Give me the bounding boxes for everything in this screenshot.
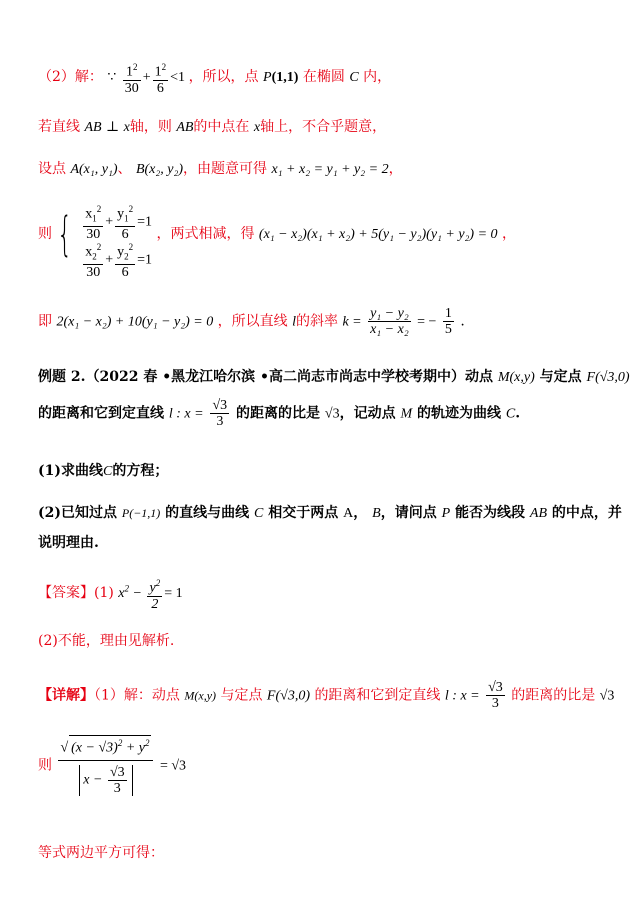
- solution-line-4: 则 { $\frac{x_1^2}{30}$ + $\frac{y_1^2}{6}$ =1 $\frac{x_2^2}{30}$ + $\frac{y_2^2}{6}$ =1 ，两式相减，得 (x₁ − x₂)(x₁ + x₂) + 5(y₁ − y₂)(y₁ + y₂) = 0 ，: [38, 204, 516, 281]
- solution-line-3: 设点 A(x₁, y₁)、 B(x₂, y₂)，由题意可得 x₁ + x₂ = y₁ + y₂ = 2，: [38, 161, 403, 177]
- distance-ratio: √ $(x - √3)^2 + y^2$ x − $\frac{√3}{3}$: [58, 735, 153, 796]
- example-2-line-2: 的距离和它到定直线 l : x = $\frac{√3}{3}$ 的距离的比是 √3，记动点 M 的轨迹为曲线 C.: [38, 398, 521, 429]
- question-1: (1)求曲线C的方程；: [38, 463, 169, 479]
- slope-fraction: $\frac{\text{y₁ − y₂}}{\text{x₁ − x₂}}$: [370, 306, 409, 337]
- equation-system: $\frac{x_1^2}{30}$ + $\frac{y_1^2}{6}$ =1 $\frac{x_2^2}{30}$ + $\frac{y_2^2}{6}$ =1: [85, 204, 152, 281]
- answer-equation: $x^2$ − $\frac{y^2}{2}$: [118, 578, 161, 612]
- inequality: $\frac{1^2}{30}$ + $\frac{1^2}{6}$ <1: [124, 62, 189, 96]
- solution-line-5: 即 2(x₁ − x₂) + 10(y₁ − y₂) = 0 ，所以直线 l的斜率 k = $\frac{\text{y₁ − y₂}}{\text{x₁ − x₂}}$ = − $\frac{1}{5}$ .: [38, 306, 465, 337]
- solution-line-1: （2）解： ∵ $\frac{1^2}{30}$ + $\frac{1^2}{6}$ <1 ，所以，点 P(1,1) 在椭圆 C 内，: [38, 62, 392, 96]
- detail-label: 【详解】: [38, 687, 94, 704]
- question-2-line-2: 说明理由.: [38, 535, 99, 551]
- because-symbol: ∵: [107, 70, 117, 86]
- detail-line: 【详解】（1）解：动点 M(x,y) 与定点 F(√3,0) 的距离和它到定直线 l : x = $\frac{√3}{3}$ 的距离的比是 √3: [38, 680, 615, 711]
- answer-line: 【答案】(1) $x^2$ − $\frac{y^2}{2}$ = 1: [38, 578, 183, 612]
- slope-value: $\frac{1}{5}$: [444, 306, 452, 337]
- part-label: （2）解：: [38, 69, 103, 86]
- question-2-line-1: (2)已知过点 P(−1,1) 的直线与曲线 C 相交于两点 A， B，请问点 P 能否为线段 AB 的中点，并: [38, 505, 622, 521]
- left-brace: {: [57, 207, 73, 261]
- distance-ratio-line: 则 √ $(x - √3)^2 + y^2$ x − $\frac{√3}{3}$ = √3: [38, 735, 186, 796]
- answer-2: (2)不能，理由见解析.: [38, 633, 175, 649]
- answer-label: 【答案】: [38, 585, 94, 602]
- solution-line-2: 若直线 AB ⊥ x轴，则 AB的中点在 x轴上，不合乎题意，: [38, 119, 387, 135]
- squaring-line: 等式两边平方可得：: [38, 845, 164, 861]
- example-2-line-1: 例题 2.（2022 春 •黑龙江哈尔滨 •高二尚志市尚志中学校考期中）动点 M(x,y) 与定点 F(√3,0): [38, 369, 630, 385]
